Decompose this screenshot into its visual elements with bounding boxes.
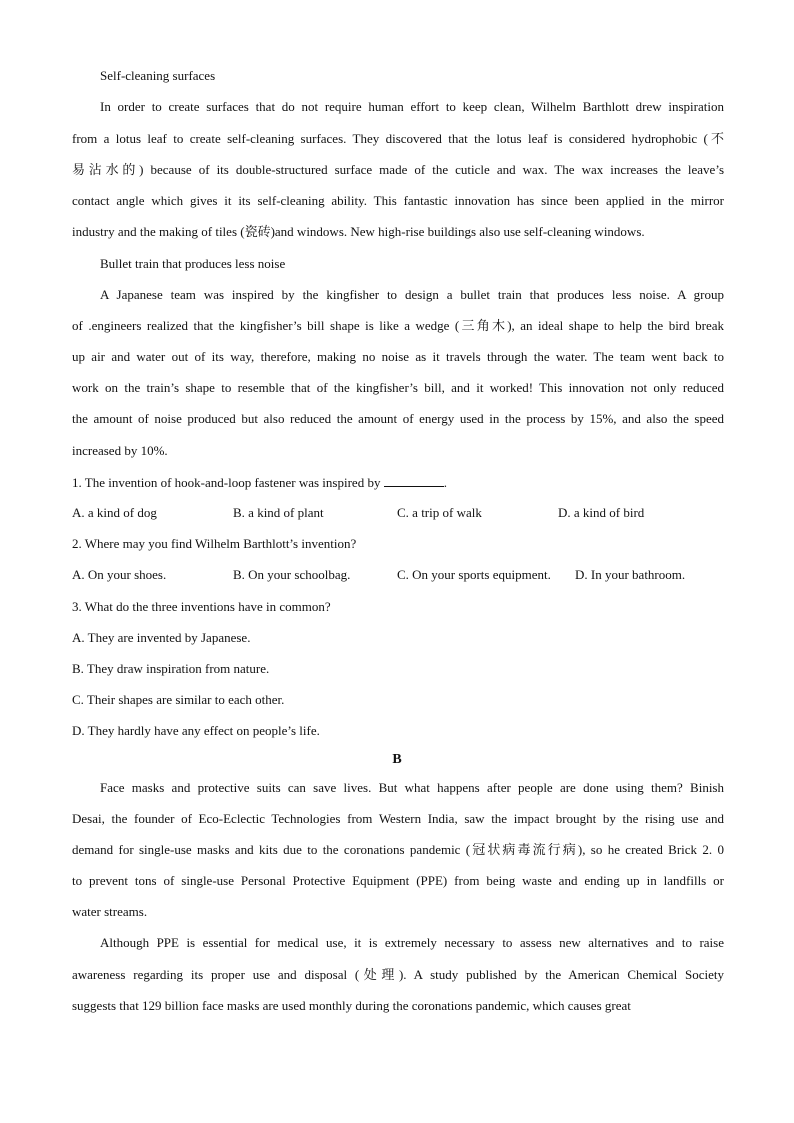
question-1 [72, 474, 724, 491]
question-stem: 1. The invention of hook-and-loop fastener was inspired by [72, 475, 381, 490]
paragraph-line: contact angle which gives it its self-cleaning ability. This fantastic innovation has since been applied in the mirror [72, 193, 724, 208]
paragraph-line: water streams. [72, 904, 148, 919]
paragraph-line: A Japanese team was inspired by the kingfisher to design a bullet train that produces less noise. A group [100, 287, 724, 302]
paragraph-line: Desai, the founder of Eco-Eclectic Technologies from Western India, saw the impact brought by the rising use and [72, 811, 724, 826]
paragraph-line: demand for single-use masks and kits due to the coronations pandemic (冠状病毒流行病), so he created Brick 2. 0 [72, 842, 724, 857]
option-b: B. a kind of plant [233, 505, 324, 520]
question-stem-end: . [443, 475, 447, 490]
paragraph-line: the amount of noise produced but also reduced the amount of energy used in the process by 15%, and also the speed [72, 411, 724, 426]
section-heading-b: B [392, 752, 402, 767]
subheading-bullet-train: Bullet train that produces less noise [100, 256, 286, 271]
paragraph-line: work on the train’s shape to resemble that of the kingfisher’s bill, and it worked! This innovation not only reduced [72, 380, 724, 395]
paragraph-line: increased by 10%. [72, 443, 168, 458]
option-c: C. a trip of walk [397, 505, 482, 520]
option-a: A. On your shoes. [72, 567, 167, 582]
paragraph-line: In order to create surfaces that do not require human effort to keep clean, Wilhelm Barthlott drew inspiration [100, 99, 724, 114]
option-b: B. They draw inspiration from nature. [72, 661, 270, 676]
option-d: D. They hardly have any effect on people’s life. [72, 723, 320, 738]
paragraph-line: up air and water out of its way, therefore, making no noise as it travels through the water. The team went back to [72, 349, 724, 364]
option-a: A. a kind of dog [72, 505, 157, 520]
option-c: C. Their shapes are similar to each other. [72, 692, 285, 707]
question-2: 2. Where may you find Wilhelm Barthlott’s invention? [72, 536, 357, 551]
paragraph-line: industry and the making of tiles (瓷砖)and windows. New high-rise buildings also use self-cleaning windows. [72, 224, 645, 239]
paragraph-line: from a lotus leaf to create self-cleaning surfaces. They discovered that the lotus leaf is considered hydrophobic (不 [72, 131, 724, 146]
subheading-self-cleaning: Self-cleaning surfaces [100, 68, 216, 83]
answer-blank [384, 474, 444, 487]
paragraph-line: 易沾水的) because of its double-structured surface made of the cuticle and wax. The wax increases the leave’s [72, 162, 724, 177]
paragraph-line: suggests that 129 billion face masks are used monthly during the coronations pandemic, which causes great [72, 998, 631, 1013]
question-3: 3. What do the three inventions have in common? [72, 599, 331, 614]
paragraph-line: of .engineers realized that the kingfisher’s bill shape is like a wedge (三角木), an ideal shape to help the bird break [72, 318, 724, 333]
option-a: A. They are invented by Japanese. [72, 630, 251, 645]
paragraph-line: Although PPE is essential for medical use, it is extremely necessary to assess new alternatives and to raise [100, 935, 724, 950]
option-d: D. a kind of bird [558, 505, 645, 520]
option-c: C. On your sports equipment. [397, 567, 551, 582]
option-d: D. In your bathroom. [575, 567, 686, 582]
option-b: B. On your schoolbag. [233, 567, 351, 582]
paragraph-line: Face masks and protective suits can save lives. But what happens after people are done using them? Binish [100, 780, 724, 795]
paragraph-line: awareness regarding its proper use and disposal (处理). A study published by the American Chemical Society [72, 967, 724, 982]
paragraph-line: to prevent tons of single-use Personal Protective Equipment (PPE) from being waste and ending up in landfills or [72, 873, 724, 888]
